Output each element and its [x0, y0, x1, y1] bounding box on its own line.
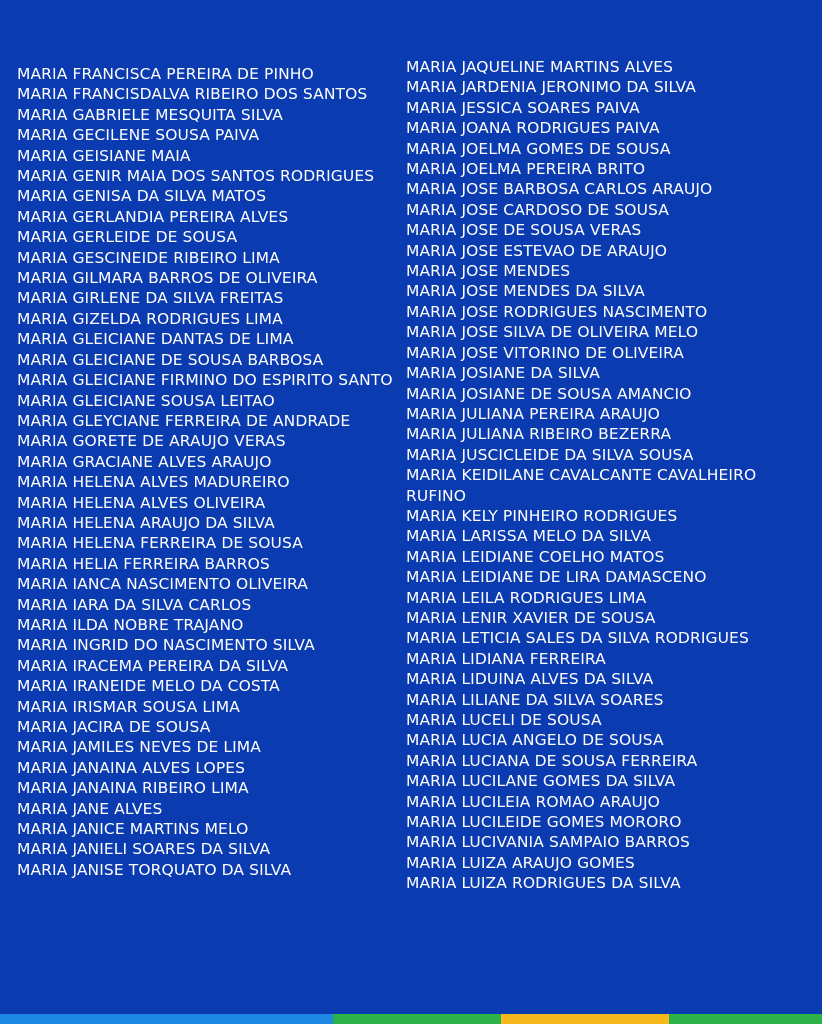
- name-entry: MARIA LIDIANA FERREIRA: [406, 649, 606, 668]
- name-entry: MARIA LIDUINA ALVES DA SILVA: [406, 670, 654, 689]
- name-entry: MARIA LEIDIANE DE LIRA DAMASCENO: [406, 568, 707, 587]
- name-entry: MARIA JULIANA PEREIRA ARAUJO: [406, 404, 660, 423]
- name-entry: MARIA LEILA RODRIGUES LIMA: [406, 588, 647, 607]
- name-entry: MARIA LENIR XAVIER DE SOUSA: [406, 608, 656, 627]
- name-entry: MARIA IRANEIDE MELO DA COSTA: [17, 677, 280, 696]
- name-entry: MARIA INGRID DO NASCIMENTO SILVA: [17, 636, 315, 655]
- name-entry: MARIA JOSE MENDES: [406, 262, 571, 281]
- name-entry: MARIA HELENA FERREIRA DE SOUSA: [17, 534, 303, 553]
- name-entry: MARIA LARISSA MELO DA SILVA: [406, 527, 652, 546]
- name-entry: MARIA GORETE DE ARAUJO VERAS: [17, 432, 286, 451]
- name-entry: MARIA HELENA ALVES MADUREIRO: [17, 473, 290, 492]
- name-entry: MARIA JANAINA RIBEIRO LIMA: [17, 779, 249, 798]
- name-entry: MARIA LUCILEIA ROMAO ARAUJO: [406, 792, 660, 811]
- name-entry: MARIA JOSE CARDOSO DE SOUSA: [406, 200, 669, 219]
- name-entry: MARIA JANAINA ALVES LOPES: [17, 758, 246, 777]
- name-entry: MARIA JAQUELINE MARTINS ALVES: [406, 58, 674, 76]
- name-entry: MARIA JOSIANE DA SILVA: [406, 364, 600, 383]
- name-entry: MARIA JESSICA SOARES PAIVA: [406, 98, 640, 117]
- name-entry: MARIA JAMILES NEVES DE LIMA: [17, 738, 261, 757]
- name-entry: MARIA FRANCISDALVA RIBEIRO DOS SANTOS: [17, 85, 368, 104]
- bottom-bar-segment: [501, 1014, 669, 1024]
- names-column-right: [406, 57, 816, 894]
- name-entry: MARIA LETICIA SALES DA SILVA RODRIGUES: [406, 629, 749, 648]
- name-entry: MARIA GRACIANE ALVES ARAUJO: [17, 452, 272, 471]
- name-entry: MARIA JANICE MARTINS MELO: [17, 820, 249, 839]
- bottom-bar-segment: [165, 1014, 333, 1024]
- name-entry: MARIA GIZELDA RODRIGUES LIMA: [17, 309, 283, 328]
- name-entry: MARIA LILIANE DA SILVA SOARES: [406, 690, 664, 709]
- name-entry: MARIA IRISMAR SOUSA LIMA: [17, 697, 240, 716]
- name-entry: MARIA GLEICIANE DE SOUSA BARBOSA: [17, 350, 324, 369]
- name-entry: MARIA GESCINEIDE RIBEIRO LIMA: [17, 248, 280, 267]
- name-entry: MARIA KELY PINHEIRO RODRIGUES: [406, 506, 678, 525]
- name-entry: MARIA IRACEMA PEREIRA DA SILVA: [17, 656, 289, 675]
- name-entry: MARIA LUCIA ANGELO DE SOUSA: [406, 731, 664, 750]
- name-entry: MARIA GLEICIANE SOUSA LEITAO: [17, 391, 275, 410]
- names-column-left: [17, 64, 397, 880]
- name-entry: MARIA HELENA ALVES OLIVEIRA: [17, 493, 266, 512]
- name-entry: MARIA JOELMA GOMES DE SOUSA: [406, 139, 671, 158]
- name-entry: MARIA JOELMA PEREIRA BRITO: [406, 160, 646, 179]
- name-entry: MARIA IARA DA SILVA CARLOS: [17, 595, 252, 614]
- bottom-bar-segment: [0, 1014, 165, 1024]
- name-entry: MARIA GLEICIANE FIRMINO DO ESPIRITO SANTO: [17, 371, 393, 390]
- name-entry: MARIA JANIELI SOARES DA SILVA: [17, 840, 271, 859]
- name-entry: MARIA JOSE SILVA DE OLIVEIRA MELO: [406, 323, 699, 342]
- name-entry: MARIA JOSIANE DE SOUSA AMANCIO: [406, 384, 692, 403]
- name-entry: MARIA JUSCICLEIDE DA SILVA SOUSA: [406, 445, 694, 464]
- name-entry: MARIA JOSE RODRIGUES NASCIMENTO: [406, 302, 708, 321]
- name-entry: MARIA GENIR MAIA DOS SANTOS RODRIGUES: [17, 167, 375, 186]
- name-entry: MARIA JANISE TORQUATO DA SILVA: [17, 860, 292, 879]
- name-entry: MARIA GERLANDIA PEREIRA ALVES: [17, 207, 289, 226]
- name-entry: MARIA JOSE VITORINO DE OLIVEIRA: [406, 343, 684, 362]
- name-entry: MARIA LEIDIANE COELHO MATOS: [406, 547, 665, 566]
- name-entry: MARIA JANE ALVES: [17, 799, 163, 818]
- name-entry: MARIA KEIDILANE CAVALCANTE CAVALHEIRO RUFINO: [406, 466, 757, 505]
- name-entry: MARIA LUCIANA DE SOUSA FERREIRA: [406, 751, 698, 770]
- name-entry: MARIA LUCELI DE SOUSA: [406, 711, 602, 729]
- name-entry: MARIA LUCILANE GOMES DA SILVA: [406, 772, 676, 791]
- name-entry: MARIA LUIZA ARAUJO GOMES: [406, 853, 635, 872]
- name-entry: MARIA HELIA FERREIRA BARROS: [17, 554, 270, 573]
- name-entry: MARIA JOSE BARBOSA CARLOS ARAUJO: [406, 180, 713, 199]
- name-entry: MARIA GILMARA BARROS DE OLIVEIRA: [17, 269, 318, 288]
- bottom-bar-segment: [333, 1014, 501, 1024]
- name-entry: MARIA GEISIANE MAIA: [17, 146, 191, 165]
- name-entry: MARIA JARDENIA JERONIMO DA SILVA: [406, 78, 696, 97]
- name-entry: MARIA JOSE ESTEVAO DE ARAUJO: [406, 241, 668, 260]
- name-entry: MARIA GERLEIDE DE SOUSA: [17, 228, 238, 247]
- name-entry: MARIA GABRIELE MESQUITA SILVA: [17, 105, 283, 124]
- name-entry: MARIA JOSE MENDES DA SILVA: [406, 282, 645, 301]
- name-entry: MARIA LUCIVANIA SAMPAIO BARROS: [406, 833, 690, 852]
- name-entry: MARIA JULIANA RIBEIRO BEZERRA: [406, 425, 672, 444]
- name-entry: MARIA LUIZA RODRIGUES DA SILVA: [406, 874, 681, 893]
- bottom-color-bar: [0, 1014, 822, 1024]
- name-entry: MARIA JOSE DE SOUSA VERAS: [406, 221, 642, 240]
- name-entry: MARIA ILDA NOBRE TRAJANO: [17, 615, 244, 634]
- name-entry: MARIA IANCA NASCIMENTO OLIVEIRA: [17, 575, 308, 594]
- name-entry: MARIA FRANCISCA PEREIRA DE PINHO: [17, 65, 314, 83]
- name-entry: MARIA GLEYCIANE FERREIRA DE ANDRADE: [17, 411, 351, 430]
- name-entry: MARIA HELENA ARAUJO DA SILVA: [17, 513, 275, 532]
- name-entry: MARIA JOANA RODRIGUES PAIVA: [406, 119, 660, 138]
- name-entry: MARIA GLEICIANE DANTAS DE LIMA: [17, 330, 294, 349]
- bottom-bar-segment: [669, 1014, 822, 1024]
- name-entry: MARIA JACIRA DE SOUSA: [17, 718, 211, 736]
- name-entry: MARIA GIRLENE DA SILVA FREITAS: [17, 289, 284, 308]
- name-entry: MARIA GECILENE SOUSA PAIVA: [17, 126, 260, 145]
- name-entry: MARIA GENISA DA SILVA MATOS: [17, 187, 267, 206]
- name-entry: MARIA LUCILEIDE GOMES MORORO: [406, 813, 682, 832]
